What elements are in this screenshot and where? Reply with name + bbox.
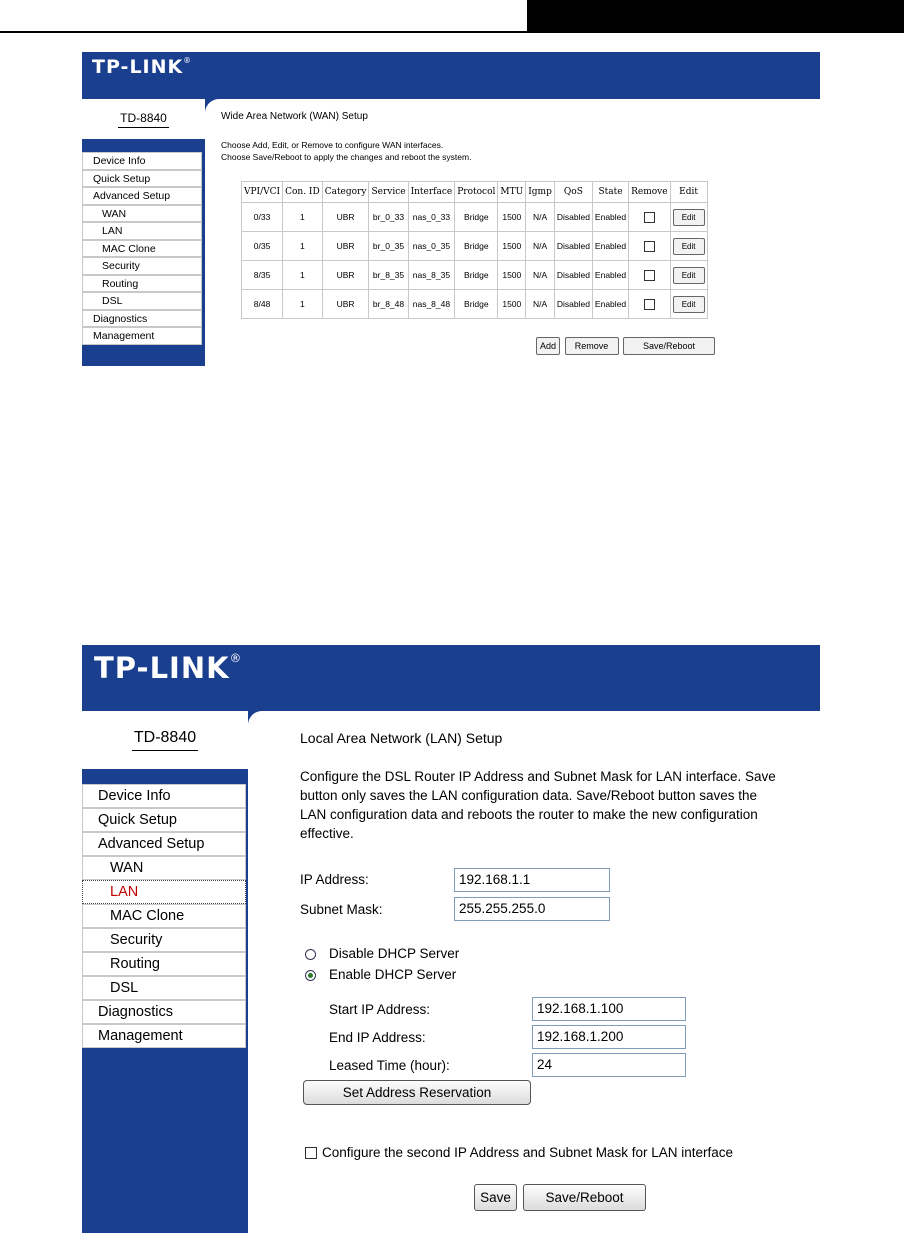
nav-mac-clone[interactable]: MAC Clone: [82, 904, 246, 928]
ip-address-field[interactable]: 192.168.1.1: [454, 868, 610, 892]
column-header: Category: [322, 182, 369, 203]
remove-checkbox[interactable]: [644, 299, 655, 310]
nav-wan[interactable]: WAN: [82, 205, 202, 223]
table-cell: Bridge: [455, 203, 498, 232]
table-cell: 1: [283, 232, 323, 261]
table-cell: Enabled: [592, 261, 628, 290]
ip-address-label: IP Address:: [300, 872, 369, 887]
table-cell: 1500: [498, 290, 526, 319]
nav-lan[interactable]: LAN: [82, 222, 202, 240]
table-cell: Enabled: [592, 232, 628, 261]
subnet-mask-field[interactable]: 255.255.255.0: [454, 897, 610, 921]
nav-routing[interactable]: Routing: [82, 952, 246, 976]
second-ip-label: Configure the second IP Address and Subnet Mask for LAN interface: [322, 1145, 733, 1160]
nav-quick-setup[interactable]: Quick Setup: [82, 170, 202, 188]
subnet-mask-label: Subnet Mask:: [300, 902, 383, 917]
table-cell: nas_0_35: [408, 232, 455, 261]
leased-time-label: Leased Time (hour):: [329, 1058, 450, 1073]
description-line: Choose Save/Reboot to apply the changes and reboot the system.: [221, 152, 472, 162]
end-ip-label: End IP Address:: [329, 1030, 426, 1045]
nav-wan[interactable]: WAN: [82, 856, 246, 880]
table-cell: Disabled: [554, 290, 592, 319]
description-line: LAN configuration data and reboots the router to make the new configuration: [300, 807, 758, 822]
nav-advanced-setup[interactable]: Advanced Setup: [82, 832, 246, 856]
tp-link-logo: TP-LINK®: [94, 651, 243, 685]
table-cell: 8/35: [242, 261, 283, 290]
nav-security[interactable]: Security: [82, 257, 202, 275]
description-line: Choose Add, Edit, or Remove to configure WAN interfaces.: [221, 140, 444, 150]
description-line: Configure the DSL Router IP Address and Subnet Mask for LAN interface. Save: [300, 769, 776, 784]
column-header: State: [592, 182, 628, 203]
set-address-reservation-button[interactable]: Set Address Reservation: [303, 1080, 531, 1105]
table-cell: br_0_35: [369, 232, 408, 261]
wan-content: [205, 99, 820, 366]
column-header: MTU: [498, 182, 526, 203]
add-button[interactable]: Add: [536, 337, 560, 355]
table-cell: Enabled: [592, 290, 628, 319]
page-title: Wide Area Network (WAN) Setup: [221, 111, 368, 122]
table-cell: 1500: [498, 261, 526, 290]
nav-dsl[interactable]: DSL: [82, 976, 246, 1000]
start-ip-field[interactable]: 192.168.1.100: [532, 997, 686, 1021]
column-header: Remove: [629, 182, 670, 203]
nav-device-info[interactable]: Device Info: [82, 152, 202, 170]
table-cell: N/A: [526, 261, 555, 290]
table-cell: Disabled: [554, 232, 592, 261]
page-description: [300, 767, 820, 843]
edit-button[interactable]: Edit: [673, 238, 705, 255]
remove-cell: [629, 232, 670, 261]
remove-button[interactable]: Remove: [565, 337, 619, 355]
nav-mac-clone[interactable]: MAC Clone: [82, 240, 202, 258]
nav-advanced-setup[interactable]: Advanced Setup: [82, 187, 202, 205]
table-cell: Disabled: [554, 203, 592, 232]
column-header: Protocol: [455, 182, 498, 203]
table-cell: Enabled: [592, 203, 628, 232]
enable-dhcp-radio[interactable]: [305, 970, 316, 981]
wan-screenshot: [82, 52, 820, 366]
table-cell: UBR: [322, 261, 369, 290]
remove-checkbox[interactable]: [644, 270, 655, 281]
table-cell: 1500: [498, 232, 526, 261]
table-cell: br_8_48: [369, 290, 408, 319]
table-cell: UBR: [322, 290, 369, 319]
table-cell: N/A: [526, 232, 555, 261]
page-description: [221, 139, 471, 163]
wan-actions: [536, 337, 715, 355]
nav-device-info[interactable]: Device Info: [82, 784, 246, 808]
edit-button[interactable]: Edit: [673, 267, 705, 284]
sidebar-nav: [82, 152, 202, 345]
nav-lan[interactable]: LAN: [82, 880, 246, 904]
nav-management[interactable]: Management: [82, 1024, 246, 1048]
remove-checkbox[interactable]: [644, 212, 655, 223]
edit-button[interactable]: Edit: [673, 209, 705, 226]
tp-link-logo: TP-LINK®: [92, 56, 192, 78]
table-cell: 8/48: [242, 290, 283, 319]
table-cell: UBR: [322, 203, 369, 232]
column-header: Service: [369, 182, 408, 203]
edit-cell: [670, 203, 707, 232]
save-button[interactable]: Save: [474, 1184, 517, 1211]
save-reboot-button[interactable]: Save/Reboot: [523, 1184, 646, 1211]
disable-dhcp-label: Disable DHCP Server: [329, 946, 460, 961]
nav-diagnostics[interactable]: Diagnostics: [82, 1000, 246, 1024]
wan-table: [241, 181, 708, 319]
nav-security[interactable]: Security: [82, 928, 246, 952]
remove-checkbox[interactable]: [644, 241, 655, 252]
lan-screenshot: [82, 645, 820, 1233]
table-row: [242, 290, 708, 319]
remove-cell: [629, 261, 670, 290]
table-row: [242, 203, 708, 232]
table-cell: Bridge: [455, 290, 498, 319]
end-ip-field[interactable]: 192.168.1.200: [532, 1025, 686, 1049]
table-cell: 1500: [498, 203, 526, 232]
sidebar-nav: [82, 784, 246, 1048]
start-ip-label: Start IP Address:: [329, 1002, 431, 1017]
edit-button[interactable]: Edit: [673, 296, 705, 313]
column-header: Interface: [408, 182, 455, 203]
disable-dhcp-radio[interactable]: [305, 949, 316, 960]
table-cell: nas_0_33: [408, 203, 455, 232]
table-cell: N/A: [526, 290, 555, 319]
table-cell: Bridge: [455, 261, 498, 290]
model-label: TD-8840: [82, 99, 205, 139]
nav-routing[interactable]: Routing: [82, 275, 202, 293]
header-rule: [0, 31, 904, 33]
column-header: Edit: [670, 182, 707, 203]
page-title: Local Area Network (LAN) Setup: [300, 730, 503, 746]
table-cell: Bridge: [455, 232, 498, 261]
table-row: [242, 261, 708, 290]
table-cell: nas_8_48: [408, 290, 455, 319]
table-cell: Disabled: [554, 261, 592, 290]
nav-dsl[interactable]: DSL: [82, 292, 202, 310]
table-cell: 0/35: [242, 232, 283, 261]
table-cell: nas_8_35: [408, 261, 455, 290]
header-black-bar: [527, 0, 904, 33]
table-cell: N/A: [526, 203, 555, 232]
table-cell: 0/33: [242, 203, 283, 232]
column-header: VPI/VCI: [242, 182, 283, 203]
remove-cell: [629, 290, 670, 319]
table-cell: 1: [283, 261, 323, 290]
leased-time-field[interactable]: 24: [532, 1053, 686, 1077]
description-line: button only saves the LAN configuration data. Save/Reboot button saves the: [300, 788, 758, 803]
table-cell: br_8_35: [369, 261, 408, 290]
enable-dhcp-label: Enable DHCP Server: [329, 967, 457, 982]
description-line: effective.: [300, 826, 354, 841]
column-header: QoS: [554, 182, 592, 203]
save-reboot-button[interactable]: Save/Reboot: [623, 337, 715, 355]
table-cell: 1: [283, 203, 323, 232]
model-label: TD-8840: [82, 711, 248, 769]
column-header: Con. ID: [283, 182, 323, 203]
table-cell: 1: [283, 290, 323, 319]
edit-cell: [670, 261, 707, 290]
edit-cell: [670, 290, 707, 319]
nav-quick-setup[interactable]: Quick Setup: [82, 808, 246, 832]
table-header-row: [242, 182, 708, 203]
table-cell: UBR: [322, 232, 369, 261]
second-ip-checkbox[interactable]: [305, 1147, 317, 1159]
edit-cell: [670, 232, 707, 261]
column-header: Igmp: [526, 182, 555, 203]
remove-cell: [629, 203, 670, 232]
table-row: [242, 232, 708, 261]
nav-diagnostics[interactable]: Diagnostics: [82, 310, 202, 328]
nav-management[interactable]: Management: [82, 327, 202, 345]
table-cell: br_0_33: [369, 203, 408, 232]
